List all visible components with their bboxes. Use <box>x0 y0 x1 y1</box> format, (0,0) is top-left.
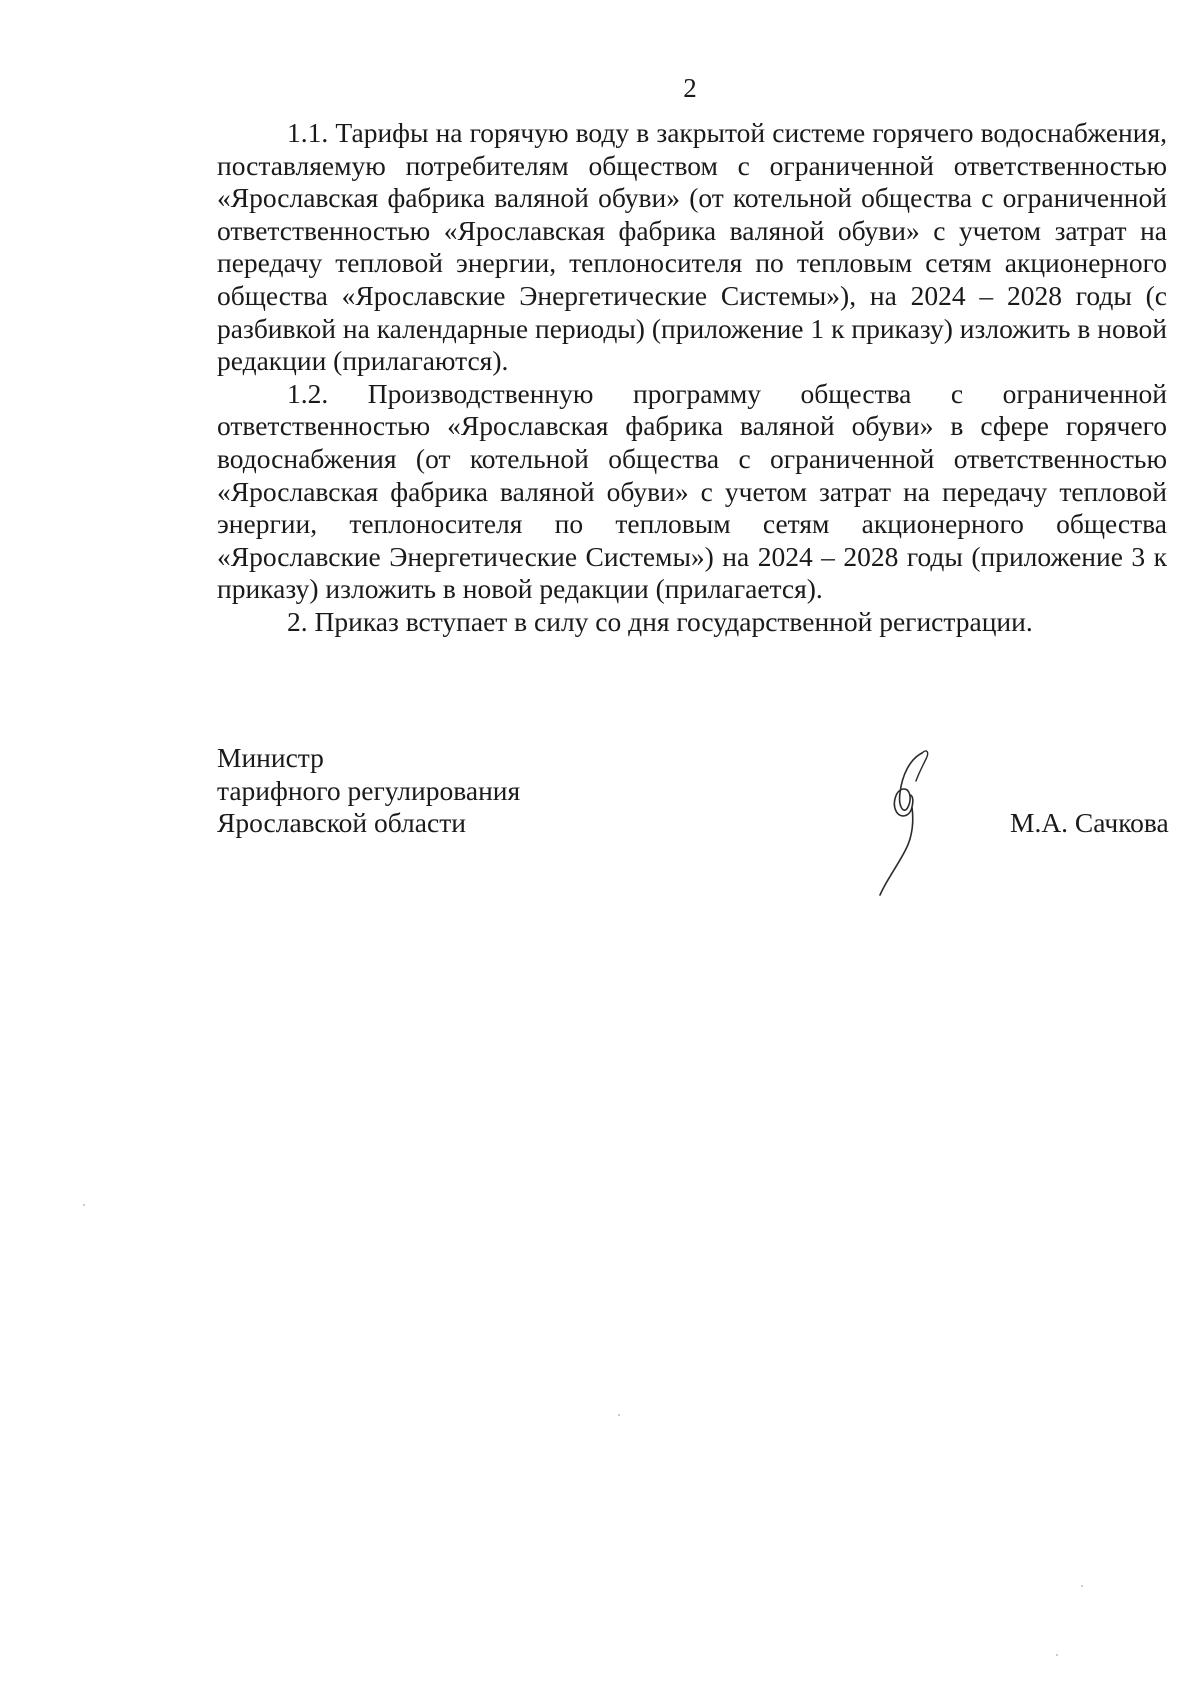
document-body <box>217 117 1167 639</box>
signatory-title-line: тарифного регулирования <box>217 774 521 806</box>
page-number: 2 <box>683 73 697 103</box>
handwritten-signature <box>860 745 960 905</box>
signatory-title <box>217 742 520 840</box>
paragraph-2: 2. Приказ вступает в силу со дня государственной регистрации. <box>287 605 1033 637</box>
paragraph-1-2: 1.2. Производственную программу общества с ограниченной ответственностью «Ярославская фабрика валяной обуви» в сфере горячего водоснабжения (от котельной общества с ограниченной ответственностью «Ярославская фабрика валяной обуви» с учетом затрат на передачу тепловой энергии, теплоносителя по тепловым сетям акционерного общества «Ярославские Энергетические Системы») на 2024 – 2028 годы (приложение 3 к приказу) изложить в новой редакции (прилагается). <box>217 377 1167 605</box>
signatory-title-line: Министр <box>217 742 324 773</box>
signatory-name: М.А. Сачкова <box>1010 807 1169 838</box>
signatory-title-line: Ярославской области <box>217 807 466 839</box>
scan-speck <box>1056 1654 1058 1656</box>
paragraph-1-1: 1.1. Тарифы на горячую воду в закрытой системе горячего водоснабжения, поставляемую потребителям обществом с ограниченной ответственностью «Ярославская фабрика валяной обуви» (от котельной общества с ограниченной ответственностью «Ярославская фабрика валяной обуви» с учетом затрат на передачу тепловой энергии, теплоносителя по тепловым сетям акционерного общества «Ярославские Энергетические Системы»), на 2024 – 2028 годы (с разбивкой на календарные периоды) (приложение 1 к приказу) изложить в новой редакции (прилагаются). <box>217 117 1167 377</box>
scan-speck <box>1081 1585 1083 1587</box>
scan-speck <box>83 1204 85 1206</box>
scan-speck <box>618 1414 620 1416</box>
